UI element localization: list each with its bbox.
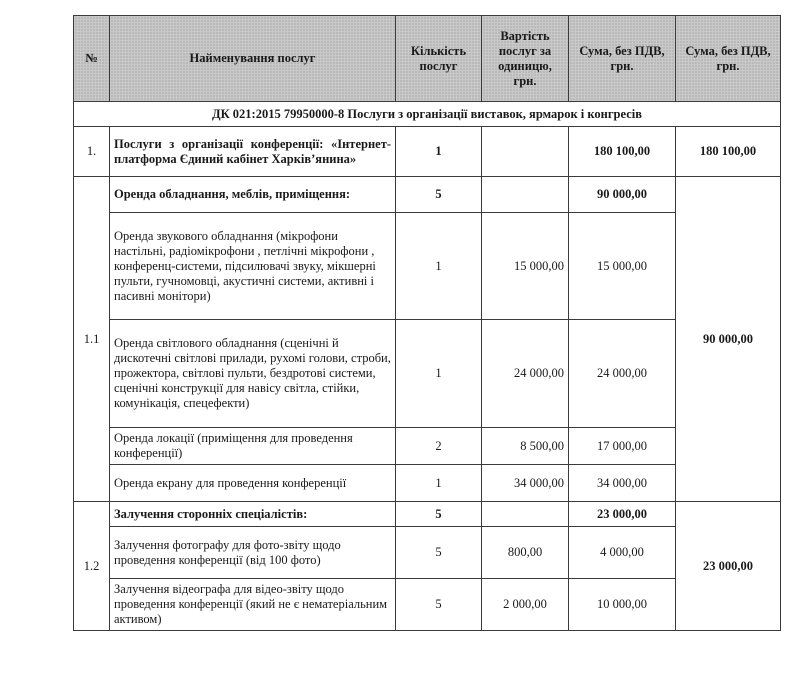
header-row bbox=[74, 16, 781, 102]
unit-price bbox=[482, 502, 569, 527]
sum: 23 000,00 bbox=[569, 502, 676, 527]
group-title: Залучення сторонніх спеціалістів: bbox=[110, 502, 396, 527]
row-number: 1. bbox=[74, 127, 110, 177]
table-row bbox=[74, 579, 781, 631]
group-total: 90 000,00 bbox=[676, 177, 781, 502]
service-name: Оренда екрану для проведення конференції bbox=[110, 465, 396, 502]
quantity: 1 bbox=[396, 320, 482, 428]
section-row bbox=[74, 102, 781, 127]
header-unit-price: Вартість послуг за одиницю, грн. bbox=[482, 16, 569, 102]
sum-total: 180 100,00 bbox=[676, 127, 781, 177]
table-row bbox=[74, 127, 781, 177]
sum: 180 100,00 bbox=[569, 127, 676, 177]
services-table bbox=[73, 15, 781, 631]
sum: 10 000,00 bbox=[569, 579, 676, 631]
sum: 24 000,00 bbox=[569, 320, 676, 428]
section-title: ДК 021:2015 79950000-8 Послуги з організації виставок, ярмарок і конгресів bbox=[74, 102, 781, 127]
header-sum: Сума, без ПДВ, грн. bbox=[569, 16, 676, 102]
unit-price bbox=[482, 127, 569, 177]
unit-price: 24 000,00 bbox=[482, 320, 569, 428]
unit-price: 8 500,00 bbox=[482, 428, 569, 465]
quantity: 1 bbox=[396, 213, 482, 320]
service-name: Залучення відеографа для відео-звіту щодо проведення конференції (який не є нематеріальним активом) bbox=[110, 579, 396, 631]
quantity: 1 bbox=[396, 465, 482, 502]
service-name: Оренда локації (приміщення для проведення конференції) bbox=[110, 428, 396, 465]
quantity: 5 bbox=[396, 579, 482, 631]
sum: 17 000,00 bbox=[569, 428, 676, 465]
header-number: № bbox=[74, 16, 110, 102]
sum: 4 000,00 bbox=[569, 527, 676, 579]
header-service-name: Найменування послуг bbox=[110, 16, 396, 102]
header-quantity: Кількість послуг bbox=[396, 16, 482, 102]
service-name: Залучення фотографу для фото-звіту щодо проведення конференції (від 100 фото) bbox=[110, 527, 396, 579]
unit-price: 34 000,00 bbox=[482, 465, 569, 502]
table-row bbox=[74, 465, 781, 502]
quantity: 2 bbox=[396, 428, 482, 465]
service-name: Оренда світлового обладнання (сценічні й дискотечні світлові прилади, рухомі голови, строби, прожектора, світлові пульти, бездротові системи, сценічні конструкції для навісу світла, стійки, комунікація, спецефекти) bbox=[110, 320, 396, 428]
table-row bbox=[74, 527, 781, 579]
table-row bbox=[74, 320, 781, 428]
quantity: 5 bbox=[396, 177, 482, 213]
table-row bbox=[74, 177, 781, 213]
table-row bbox=[74, 213, 781, 320]
unit-price: 2 000,00 bbox=[482, 579, 569, 631]
unit-price: 800,00 bbox=[482, 527, 569, 579]
quantity: 5 bbox=[396, 527, 482, 579]
unit-price bbox=[482, 177, 569, 213]
group-title: Оренда обладнання, меблів, приміщення: bbox=[110, 177, 396, 213]
service-name: Послуги з організації конференції: «Інтернет-платформа Єдиний кабінет Харків’янина» bbox=[110, 127, 396, 177]
sum: 90 000,00 bbox=[569, 177, 676, 213]
service-name: Оренда звукового обладнання (мікрофони настільні, радіомікрофони , петлічні мікрофони , конференц-системи, підсилювачі звуку, мікшерні пульти, гучномовці, акустичні системи, активні і пасивні монітори) bbox=[110, 213, 396, 320]
table-row bbox=[74, 502, 781, 527]
header-sum-total: Сума, без ПДВ, грн. bbox=[676, 16, 781, 102]
table-row bbox=[74, 428, 781, 465]
quantity: 5 bbox=[396, 502, 482, 527]
row-number: 1.2 bbox=[74, 502, 110, 631]
unit-price: 15 000,00 bbox=[482, 213, 569, 320]
sum: 34 000,00 bbox=[569, 465, 676, 502]
quantity: 1 bbox=[396, 127, 482, 177]
row-number: 1.1 bbox=[74, 177, 110, 502]
group-total: 23 000,00 bbox=[676, 502, 781, 631]
sum: 15 000,00 bbox=[569, 213, 676, 320]
